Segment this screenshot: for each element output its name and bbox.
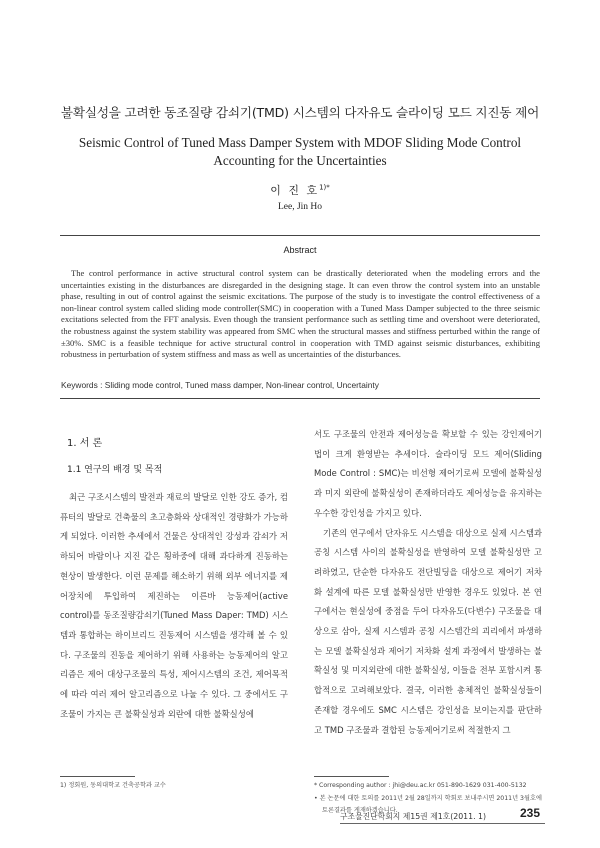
journal-citation: 구조물진단학회지 제15권 제1호(2011. 1) (340, 812, 487, 821)
footnote-rule-left (60, 776, 135, 777)
author-name-korean (0, 182, 600, 198)
abstract-body: The control performance in active structural control system can be drastically deteriorated when the modeling errors and the uncertainties existing in the disturbances are disregarded in the designing stage. It can even throw the control system into an unstable phase, resulting in out of control against the seismic excitations. The purpose of the study is to investigate the control effectiveness of a non-linear control system called sliding mode controller(SMC) in cooperation with a Tuned Mass Damper subjected to the three seismic excitations selected from the FFT analysis. Even though the transient performance such as settling time and overshoot were deteriorated, the robustness against the system stability was appeared from SMC when the structural masses and stiffness perturbed within the range of ±30%. SMC is a feasible technique for active structural control in cooperation with TMD against seismic disturbances, exhibiting robustness in perturbation of system stiffness and mass as well as uncertainties of the disturbances. (61, 268, 540, 360)
body-paragraph: 기존의 연구에서 단자유도 시스템을 대상으로 실제 시스템과 공칭 시스템 사이의 불확실성을 반영하여 모델 불확실성만 고려하였고, 단순한 다자유도 전단빌딩을 대상으로 제어기 저차화 설계에 따른 모델 불확실성만 반영한 경우도 있었다. 본 연구에서는 현실성에 중점을 두어 다자유도(다변수) 구조물을 대상으로 삼아, 실제 시스템과 공칭 시스템간의 괴리에서 파생하는 모델 불확실성과 제어기 저차화 설계 과정에서 발생하는 불확실성 및 미지외란에 대한 불확실성, 이들을 전부 포함시켜 통합적으로 고려해보았다. 결국, 이러한 총체적인 불확실성들이 존재할 경우에도 SMC 시스템은 강인성을 보이는지를 판단하고 TMD 구조물과 결합된 능동제어기로써 적절한지 그 (314, 527, 542, 735)
abstract-top-rule (60, 235, 540, 236)
keywords-label: Keywords (61, 380, 98, 390)
section-heading-introduction: 1. 서 론 (67, 438, 103, 449)
keywords-list: : Sliding mode control, Tuned mass damper, Non-linear control, Uncertainty (97, 380, 379, 390)
footnote-corresponding-author: * Corresponding author : jhi@deu.ac.kr 051-890-1629 031-400-5132 (314, 782, 527, 789)
body-column-left (60, 488, 288, 724)
paper-title-korean: 불확실성을 고려한 동조질량 감쇠기(TMD) 시스템의 다자유도 슬라이딩 모드 지진동 제어 (60, 105, 540, 120)
author-name: 이 진 호 (270, 184, 320, 197)
keywords-line (61, 380, 379, 390)
abstract-bottom-rule (60, 398, 540, 399)
body-paragraph: 서도 구조물의 안전과 제어성능을 확보할 수 있는 강인제어기법이 크게 환영받는 추세이다. 슬라이딩 모드 제어(Sliding Mode Control : SMC)는 비선형 제어기로써 모델에 불확실성과 미지 외란에 불확실성이 존재하더라도 제어성능을 유지하는 우수한 강인성을 가지고 있다. (314, 429, 542, 518)
subsection-heading-background: 1.1 연구의 배경 및 목적 (67, 465, 163, 475)
footnote-rule-right (314, 776, 389, 777)
author-affiliation-mark: 1)* (319, 183, 330, 192)
body-paragraph: 최근 구조시스템의 발전과 재료의 발달로 인한 강도 증가, 컴퓨터의 발달로 건축물의 초고층화와 상대적인 경량화가 가능하게 되었다. 이러한 추세에서 건물은 상대적인 강성과 감쇠가 저하되어 바람이나 지진 같은 횡하중에 대해 과다하게 진동하는 현상이 발생한다. 이런 문제를 해소하기 위해 외부 에너지를 제어장치에 투입하여 제진하는 이른바 능동제어(active control)를 동조질량감쇠기(Tuned Mass Daper: TMD) 시스템과 통합하는 하이브리드 진동제어 시스템을 생각해 볼 수 있다. 구조물의 진동을 제어하기 위해 사용하는 능동제어의 알고리즘은 제어 대상구조물의 특성, 제어시스템의 조건, 제어목적에 따라 여러 제어 알고리즘으로 나눌 수 있다. 그 중에서도 구조물이 가지는 큰 불확실성과 외란에 대한 불확실성에 (60, 492, 288, 719)
body-column-right (314, 425, 542, 740)
footnote-discussion-note: • 본 논문에 대한 토의를 2011년 2월 28일까지 학회로 보내주시면 2011년 3월호에 토론결과를 게재하겠습니다. (314, 794, 542, 814)
footer-rule (340, 823, 545, 824)
paper-title-english: Seismic Control of Tuned Mass Damper System with MDOF Sliding Mode Control Accounting for the Uncertainties (78, 135, 522, 168)
page-number: 235 (520, 806, 541, 820)
author-name-english: Lee, Jin Ho (277, 202, 323, 212)
footnote-affiliation: 1) 정회원, 동의대학교 건축공학과 교수 (60, 782, 166, 789)
abstract-heading: Abstract (283, 245, 317, 255)
